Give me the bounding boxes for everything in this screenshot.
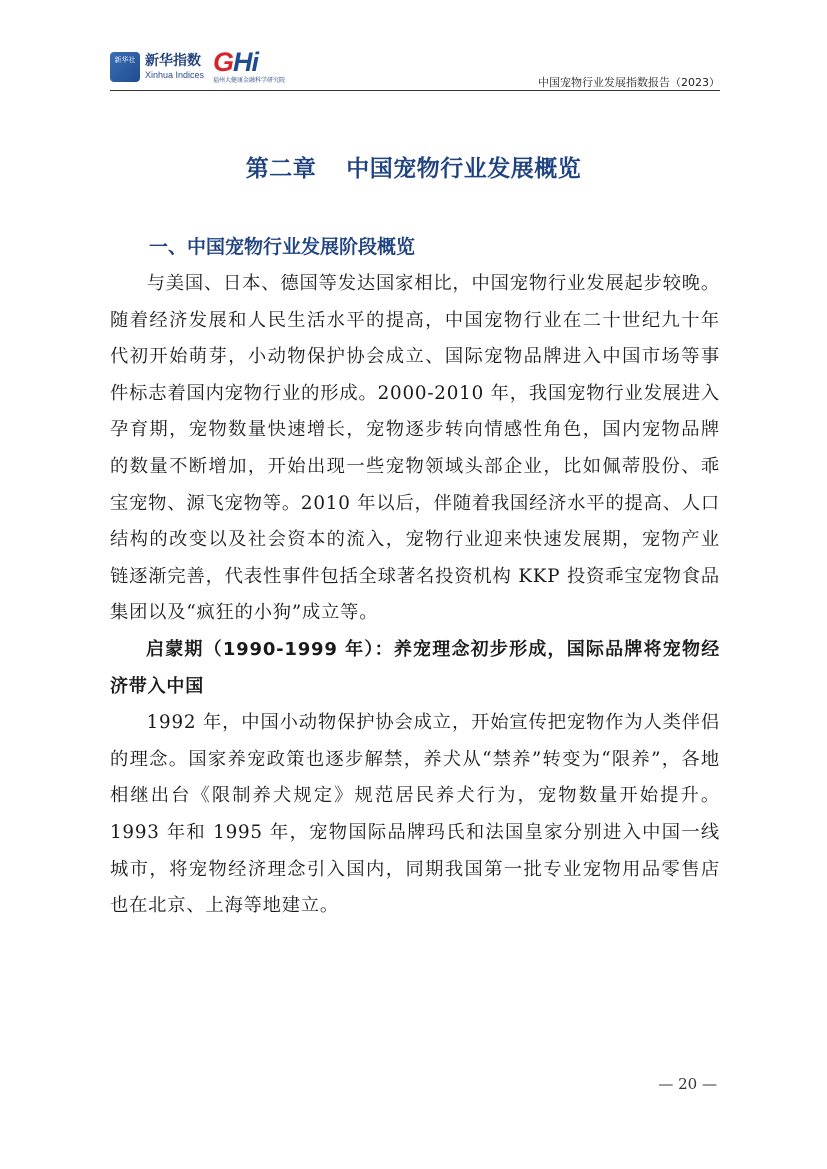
ghi-logo-subtitle: 福州大健康金融科学研究院 [213,77,286,84]
chapter-title [0,150,827,183]
header-divider [110,90,720,91]
chapter-name: 中国宠物行业发展概览 [346,156,582,182]
report-title: 中国宠物行业发展指数报告（2023） [538,76,720,89]
xinhua-indices-logo [110,52,204,82]
paragraph-overview: 与美国、日本、德国等发达国家相比，中国宠物行业发展起步较晚。随着经济发展和人民生活水平的提高，中国宠物行业在二十世纪九十年代初开始萌芽，小动物保护协会成立、国际宠物品牌进入中国市场等事件标志着国内宠物行业的形成。2000-2010 年，我国宠物行业发展进入孕育期，宠物数量快速增长，宠物逐步转向情感性角色，国内宠物品牌的数量不断增加，开始出现一些宠物领域头部企业，比如佩蒂股份、乖宝宠物、源飞宠物等。2010 年以后，伴随着我国经济水平的提高、人口结构的改变以及社会资本的流入，宠物行业迎来快速发展期，宠物产业链逐渐完善，代表性事件包括全球著名投资机构 KKP 投资乖宝宠物食品集团以及“疯狂的小狗”成立等。 [110,273,720,624]
body-text [110,266,720,925]
ghi-logo [213,47,286,84]
paragraph-enlightenment-heading: 启蒙期（1990-1999 年）：养宠理念初步形成，国际品牌将宠物经济带入中国 [110,638,720,697]
ghi-logo-mark: GHi [213,47,259,77]
section-heading: 一、中国宠物行业发展阶段概览 [149,236,416,258]
xinhua-logo-cn: 新华指数 [145,53,201,69]
xinhua-logo-icon: 新华社 [110,52,140,82]
paragraph-enlightenment-body: 1992 年，中国小动物保护协会成立，开始宣传把宠物作为人类伴侣的理念。国家养宠政策也逐步解禁，养犬从“禁养”转变为“限养”，各地相继出台《限制养犬规定》规范居民养犬行为，宠物数量开始提升。1993 年和 1995 年，宠物国际品牌玛氏和法国皇家分别进入中国一线城市，将宠物经济理念引入国内，同期我国第一批专业宠物用品零售店也在北京、上海等地建立。 [110,712,720,917]
page-number: — 20 — [658,1075,717,1093]
chapter-number: 第二章 [245,156,317,182]
page-header [110,47,720,90]
xinhua-logo-en: Xinhua Indices [145,70,205,80]
